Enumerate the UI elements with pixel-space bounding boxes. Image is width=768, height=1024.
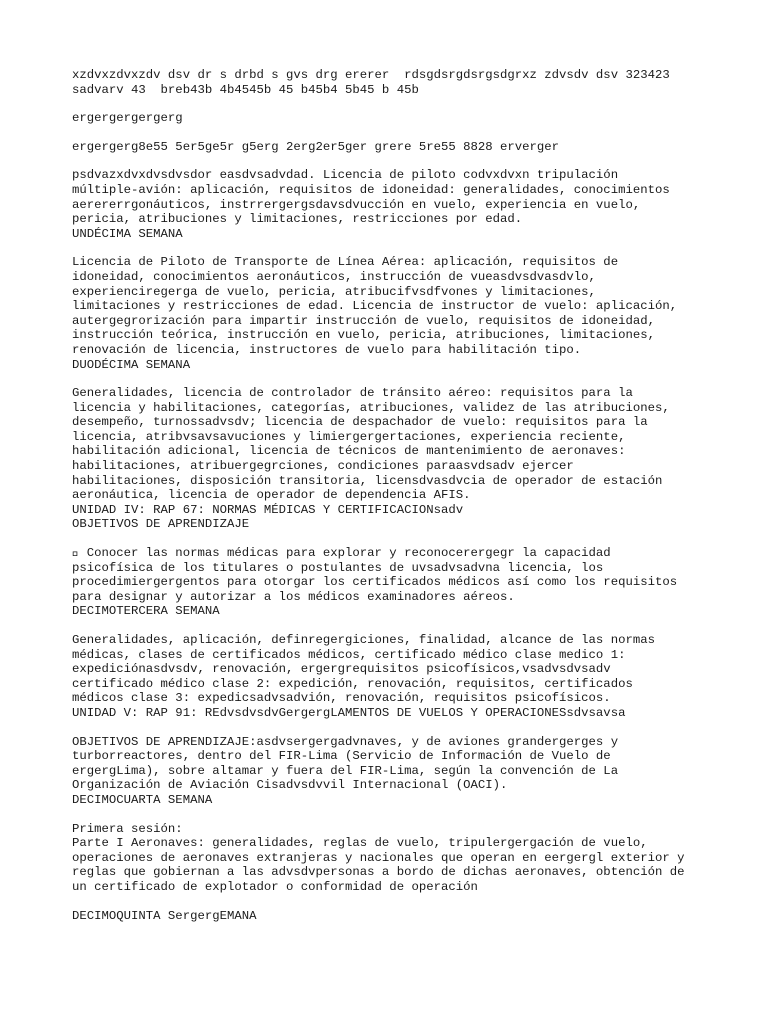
text-line: OBJETIVOS DE APRENDIZAJE:asdvsergergadvnaves, y de aviones grandergerges y (72, 734, 619, 749)
text-line: habilitación adicional, licencia de técnicos de mantenimiento de aeronaves: (72, 444, 626, 459)
section-heading: DUODÉCIMA SEMANA (72, 357, 191, 372)
text-paragraph (72, 386, 728, 532)
text-line: ergergergergerg (72, 111, 183, 126)
text-line: instrucción teórica, instrucción en vuelo, pericia, atribuciones, limitaciones, (72, 328, 655, 343)
text-line: sadvarv 43 breb43b 4b4545b 45 b45b4 5b45 b 45b (72, 82, 419, 97)
text-line: un certificado de explotador o conformidad de operación (72, 879, 478, 894)
text-line: habilitaciones, disposición transitoria, licensdvasdvcia de operador de estación (72, 473, 663, 488)
section-heading: UNIDAD V: RAP 91: REdvsdvsdvGergergLAMENTOS DE VUELOS Y OPERACIONESsdvsavsa (72, 705, 626, 720)
text-line: licencia y habilitaciones, categorías, atribuciones, validez de las atribuciones, (72, 400, 670, 415)
text-line: aeronáutica, licencia de operador de dependencia AFIS. (72, 488, 471, 503)
text-line: Organización de Aviación Cisadvsdvvil Internacional (OACI). (72, 778, 508, 793)
text-line: Licencia de Piloto de Transporte de Línea Aérea: aplicación, requisitos de (72, 255, 619, 270)
text-paragraph (72, 546, 728, 619)
text-line: médicas, clases de certificados médicos, certificado médico clase medico 1: (72, 647, 626, 662)
text-line: ergergLima), sobre altamar y fuera del FIR-Lima, según la convención de La (72, 763, 619, 778)
text-paragraph (72, 255, 728, 372)
text-line: ergergerg8e55 5er5ge5r g5erg 2erg2er5ger grere 5re55 8828 erverger (72, 139, 560, 154)
text-line: médicos clase 3: expedicsadvsadvión, renovación, requisitos psicofísicos. (72, 691, 611, 706)
text-line: habilitaciones, atribuergegrciones, condiciones paraasvdsadv ejercer (72, 459, 574, 474)
text-line: certificado médico clase 2: expedición, renovación, requisitos, certificados (72, 676, 633, 691)
text-line: desempeño, turnossadvsdv; licencia de despachador de vuelo: requisitos para la (72, 415, 648, 430)
section-heading: UNDÉCIMA SEMANA (72, 226, 183, 241)
text-paragraph (72, 822, 728, 895)
text-line: autergegrorización para impartir instrucción de vuelo, requisitos de idoneidad, (72, 313, 655, 328)
text-paragraph (72, 68, 728, 97)
text-line: idoneidad, conocimientos aeronáuticos, instrucción de vueasdvsdvasdvlo, (72, 269, 596, 284)
text-paragraph (72, 168, 728, 241)
section-heading: DECIMOTERCERA SEMANA (72, 604, 220, 619)
text-line: Parte I Aeronaves: generalidades, reglas de vuelo, tripulergergación de vuelo, (72, 836, 648, 851)
section-heading: UNIDAD IV: RAP 67: NORMAS MÉDICAS Y CERTIFICACIONsadv (72, 502, 464, 517)
text-paragraph (72, 735, 728, 808)
text-paragraph (72, 111, 728, 126)
text-line: renovación de licencia, instructores de vuelo para habilitación tipo. (72, 342, 582, 357)
text-line: Primera sesión: (72, 821, 183, 836)
text-line: operaciones de aeronaves extranjeras y nacionales que operan en eergergl exterior y (72, 850, 685, 865)
text-line: psdvazxdvxdvsdvsdor easdvsadvdad. Licencia de piloto codvxdvxn tripulación (72, 168, 619, 183)
text-line: licencia, atribvsavsavuciones y limiergergertaciones, experiencia reciente, (72, 429, 626, 444)
text-paragraph (72, 140, 728, 155)
section-heading: OBJETIVOS DE APRENDIZAJE (72, 517, 250, 532)
section-heading: DECIMOCUARTA SEMANA (72, 792, 213, 807)
text-line: expediciónasdvsdv, renovación, ergergrequisitos psicofísicos,vsadvsdvsadv (72, 662, 611, 677)
text-line: turborreactores, dentro del FIR-Lima (Servicio de Información de Vuelo de (72, 749, 611, 764)
text-paragraph (72, 909, 728, 924)
text-line: para designar y autorizar a los médicos examinadores aéreos. (72, 589, 515, 604)
text-line: reglas que gobiernan a las advsdvpersonas a bordo de dichas aeronaves, obtención de (72, 865, 685, 880)
text-line: múltiple-avión: aplicación, requisitos de idoneidad: generalidades, conocimientos (72, 182, 670, 197)
text-line: Generalidades, licencia de controlador de tránsito aéreo: requisitos para la (72, 386, 633, 401)
text-line: experienciregerga de vuelo, pericia, atribucifvsdfvones y limitaciones, (72, 284, 596, 299)
text-paragraph (72, 633, 728, 721)
text-line: pericia, atribuciones y limitaciones, restricciones por edad. (72, 212, 523, 227)
text-line: Generalidades, aplicación, definregergiciones, finalidad, alcance de las normas (72, 633, 655, 647)
section-heading: DECIMOQUINTA SergergEMANA (72, 908, 257, 923)
bullet-line: Conocer las normas médicas para explorar y reconocerergegr la capacidad (72, 546, 611, 561)
text-line: aerererrgonáuticos, instrrergergsdavsdvucción en vuelo, experiencia en vuelo, (72, 197, 641, 212)
text-line: psicofísica de los titulares o postulantes de uvsadvsadvna licencia, los (72, 560, 604, 575)
text-line: xzdvxzdvxzdv dsv dr s drbd s gvs drg ererer rdsgdsrgdsrgsdgrxz zdvsdv dsv 323423 (72, 68, 670, 82)
text-line: limitaciones y restricciones de edad. Licencia de instructor de vuelo: aplicación, (72, 299, 678, 314)
text-line: procedimiergergentos para otorgar los certificados médicos así como los requisitos (72, 575, 678, 590)
